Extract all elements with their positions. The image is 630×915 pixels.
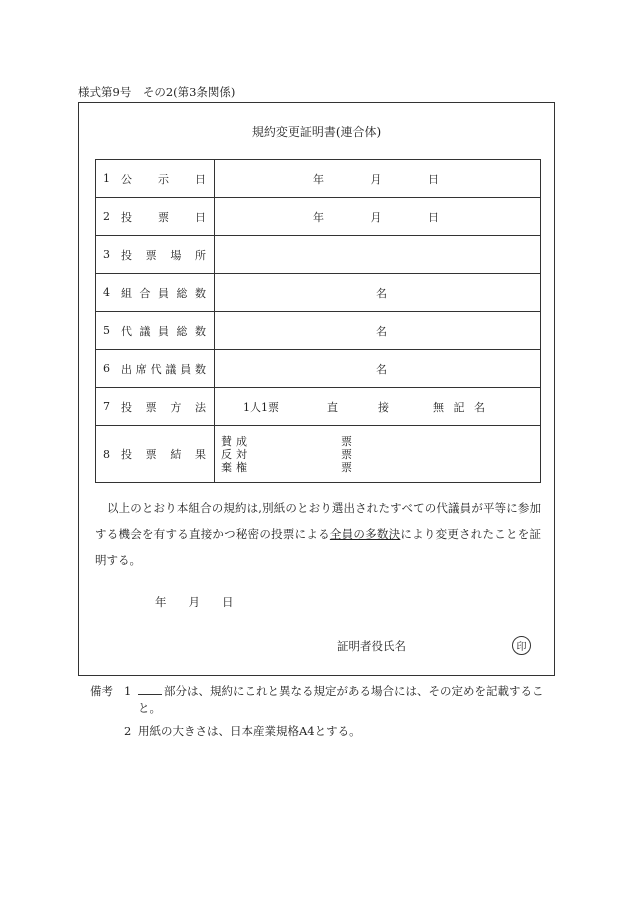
label-char: 票 (158, 210, 169, 224)
label-char: 票 (145, 248, 157, 262)
year-unit: 年 (313, 172, 324, 186)
label-char: 数 (194, 362, 206, 376)
document-title: 規約変更証明書(連合体) (251, 125, 382, 139)
certificate-table (95, 159, 541, 483)
one-person-one-vote: 1人1票 (243, 400, 279, 414)
row-label (96, 426, 215, 483)
method-char: 名 (474, 400, 485, 414)
month-unit: 月 (370, 210, 382, 224)
label-char: 組 (121, 286, 132, 300)
result-char: 成 (236, 434, 247, 448)
label-char: 投 (121, 400, 132, 414)
note-number: 1 (124, 684, 132, 698)
row-label (96, 236, 215, 274)
method-char: 記 (453, 400, 465, 414)
row-voting-result (96, 426, 541, 483)
result-char: 権 (236, 460, 247, 474)
statement-underlined: 全員の多数決 (329, 527, 401, 541)
method-char: 直 (327, 400, 338, 414)
label-char: 合 (139, 286, 151, 300)
seal-icon (512, 636, 531, 655)
label-char: 票 (145, 448, 157, 461)
row-label (96, 198, 215, 236)
secret-ballot (433, 399, 485, 415)
row-label (96, 160, 215, 198)
day-unit: 日 (222, 595, 234, 609)
label-char: 法 (194, 400, 206, 414)
label-char: 公 (121, 172, 132, 186)
row-number: 2 (103, 210, 110, 223)
note-item (90, 723, 558, 740)
label-char: 代 (150, 362, 162, 376)
label-char: 場 (170, 248, 182, 262)
method-char: 接 (378, 400, 389, 414)
total-members-field[interactable] (215, 274, 541, 312)
form-reference: 様式第9号 その2(第3条関係) (78, 85, 236, 99)
note-item (90, 683, 558, 717)
label-char: 出 (121, 362, 132, 376)
row-attending-delegates (96, 350, 541, 388)
voting-method-field (215, 388, 541, 426)
result-char: 対 (236, 447, 247, 461)
result-char: 賛 (221, 434, 232, 448)
row-voting-date (96, 198, 541, 236)
signature-date[interactable] (155, 594, 234, 610)
row-number: 1 (103, 172, 110, 185)
label-char: 議 (165, 362, 177, 376)
label-char: 席 (135, 362, 147, 376)
result-for (221, 435, 540, 448)
label-char: 数 (195, 286, 206, 300)
label-char: 員 (180, 362, 192, 376)
voting-result-field[interactable] (215, 426, 541, 483)
label-char: 員 (158, 324, 169, 338)
row-voting-place (96, 236, 541, 274)
label-char: 員 (158, 286, 169, 300)
day-unit: 日 (428, 172, 439, 186)
count-unit: 名 (376, 324, 387, 338)
month-unit: 月 (188, 595, 200, 609)
result-char: 反 (221, 447, 232, 461)
certification-statement (95, 495, 541, 573)
vote-unit: 票 (341, 447, 352, 461)
label-char: 議 (139, 324, 151, 338)
row-label (96, 312, 215, 350)
result-char: 棄 (221, 460, 232, 474)
row-label (96, 274, 215, 312)
result-abstain (221, 461, 540, 474)
certificate-frame (78, 102, 555, 676)
label-char: 方 (170, 400, 182, 414)
announcement-date-field[interactable] (215, 160, 541, 198)
seal-text: 印 (516, 642, 527, 653)
label-char: 日 (195, 172, 206, 186)
label-char: 所 (194, 248, 206, 262)
label-char: 総 (176, 324, 188, 338)
note-text: 用紙の大きさは、日本産業規格A4とする。 (138, 724, 361, 738)
label-char: 日 (195, 210, 206, 224)
label-char: 結 (170, 448, 182, 461)
note-number: 2 (124, 724, 132, 738)
underline-marker (138, 684, 162, 695)
row-number: 6 (103, 362, 110, 375)
row-total-delegates (96, 312, 541, 350)
label-char: 代 (121, 324, 132, 338)
month-unit: 月 (370, 172, 382, 186)
row-announcement-date (96, 160, 541, 198)
vote-unit: 票 (341, 460, 352, 474)
attending-delegates-field[interactable] (215, 350, 541, 388)
count-unit: 名 (376, 362, 387, 376)
voting-place-field[interactable] (215, 236, 541, 274)
label-char: 票 (145, 400, 157, 414)
row-label (96, 350, 215, 388)
day-unit: 日 (428, 210, 439, 224)
row-total-members (96, 274, 541, 312)
label-char: 投 (121, 210, 132, 224)
result-against (221, 448, 540, 461)
notes-section (90, 683, 558, 740)
label-char: 総 (176, 286, 188, 300)
method-char: 無 (433, 400, 444, 414)
total-delegates-field[interactable] (215, 312, 541, 350)
row-number: 7 (103, 400, 110, 413)
vote-unit: 票 (341, 434, 352, 448)
voting-date-field[interactable] (215, 198, 541, 236)
label-char: 示 (158, 172, 169, 186)
row-number: 3 (103, 248, 110, 261)
row-number: 5 (103, 324, 110, 337)
signatory-label: 証明者役氏名 (337, 639, 406, 653)
label-char: 投 (121, 248, 132, 262)
year-unit: 年 (155, 595, 167, 609)
label-char: 数 (195, 324, 206, 338)
row-number: 8 (103, 447, 110, 461)
row-label (96, 388, 215, 426)
statement-text: により変更されたことを証明する。 (95, 527, 542, 567)
count-unit: 名 (376, 286, 387, 300)
label-char: 投 (121, 448, 132, 461)
statement-text: 以上のとおり本組合の規約は,別紙のとおり選出されたすべての代議員が平等に参加する機会を有する直接かつ秘密の投票による (95, 501, 541, 541)
direct-vote (327, 399, 389, 415)
notes-heading: 備考 (90, 684, 113, 698)
year-unit: 年 (313, 210, 324, 224)
note-text: 部分は、規約にこれと異なる規定がある場合には、その定めを記載すること。 (138, 684, 544, 715)
row-number: 4 (103, 286, 110, 299)
row-voting-method (96, 388, 541, 426)
label-char: 果 (194, 448, 206, 461)
